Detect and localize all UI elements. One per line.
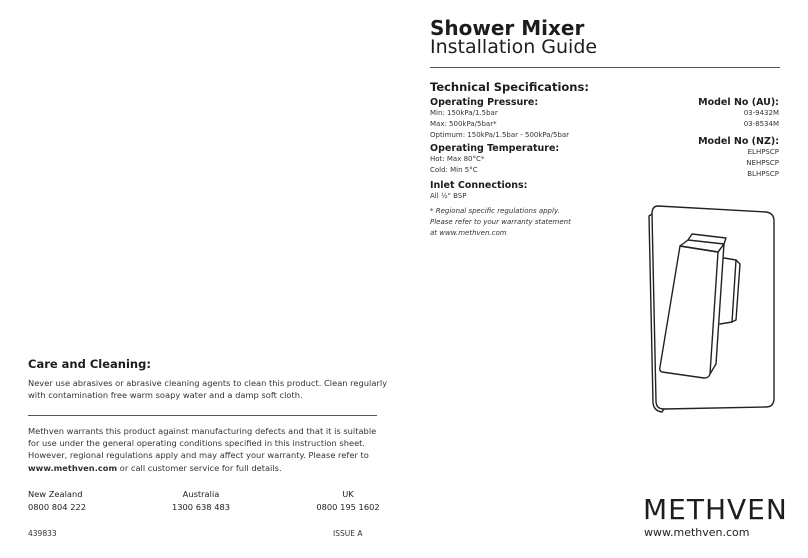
note-line: at www.methven.com [430, 229, 507, 237]
temperature-heading: Operating Temperature: [430, 143, 560, 154]
shower-mixer-illustration [640, 198, 780, 416]
inlet-section [430, 180, 528, 202]
model-au-section [698, 97, 779, 130]
contact-australia [168, 488, 234, 513]
model-nz-code: ELHPSCP [747, 148, 779, 156]
temperature-line: Cold: Min 5°C [430, 166, 478, 174]
model-au-code: 03-8534M [743, 120, 779, 128]
doc-number: 439833 [28, 529, 57, 538]
contact-uk [315, 488, 381, 513]
model-au-heading: Model No (AU): [698, 97, 779, 108]
model-au-code: 03-9432M [743, 109, 779, 117]
contact-new-zealand [28, 488, 87, 513]
regulations-note [430, 206, 571, 239]
contact-country: New Zealand [28, 489, 83, 499]
pressure-line: Optimum: 150kPa/1.5bar - 500kPa/5bar [430, 131, 570, 139]
pressure-line: Min: 150kPa/1.5bar [430, 109, 498, 117]
tech-specs-heading: Technical Specifications: [430, 80, 589, 94]
temperature-section [430, 143, 559, 176]
page-title: Shower Mixer [430, 16, 585, 40]
care-text: Never use abrasives or abrasive cleaning agents to clean this product. Clean regularly with contamination free warm soapy water and a damp soft cloth. [28, 378, 388, 401]
inlet-line: All ½" BSP [430, 192, 467, 200]
model-nz-code: NEHPSCP [746, 159, 779, 167]
contact-phone[interactable]: 1300 638 483 [171, 501, 231, 512]
model-nz-heading: Model No (NZ): [698, 136, 779, 147]
methven-logo: METHVEN [643, 493, 788, 526]
pressure-heading: Operating Pressure: [430, 97, 539, 108]
care-divider [28, 415, 377, 416]
inlet-heading: Inlet Connections: [430, 180, 528, 191]
note-line: Please refer to your warranty statement [430, 218, 571, 226]
pressure-line: Max: 500kPa/5bar* [430, 120, 497, 128]
contact-phone[interactable]: 0800 195 1602 [316, 501, 380, 512]
warranty-text-end: or call customer service for full details. [117, 462, 282, 473]
contact-phone[interactable]: 0800 804 222 [28, 501, 87, 512]
issue-label: ISSUE A [333, 529, 363, 538]
model-nz-code: BLHPSCP [747, 170, 779, 178]
model-nz-section [698, 136, 779, 180]
brand-url[interactable]: www.methven.com [644, 526, 750, 539]
warranty-text-start: Methven warrants this product against manufacturing defects and that it is suitable for use under the general operating conditions specified in this instruction sheet. However, regional regulations apply and may affect your warranty. Please refer to [28, 426, 377, 461]
note-line: * Regional specific regulations apply. [430, 207, 560, 215]
temperature-line: Hot: Max 80°C* [430, 155, 485, 163]
page-subtitle: Installation Guide [430, 36, 598, 58]
pressure-section [430, 97, 569, 141]
warranty-link[interactable]: www.methven.com [28, 462, 118, 473]
care-heading: Care and Cleaning: [28, 357, 151, 371]
warranty-text [28, 425, 388, 474]
contact-country: Australia [182, 489, 220, 499]
header-divider [430, 67, 780, 68]
contact-country: UK [342, 489, 354, 499]
